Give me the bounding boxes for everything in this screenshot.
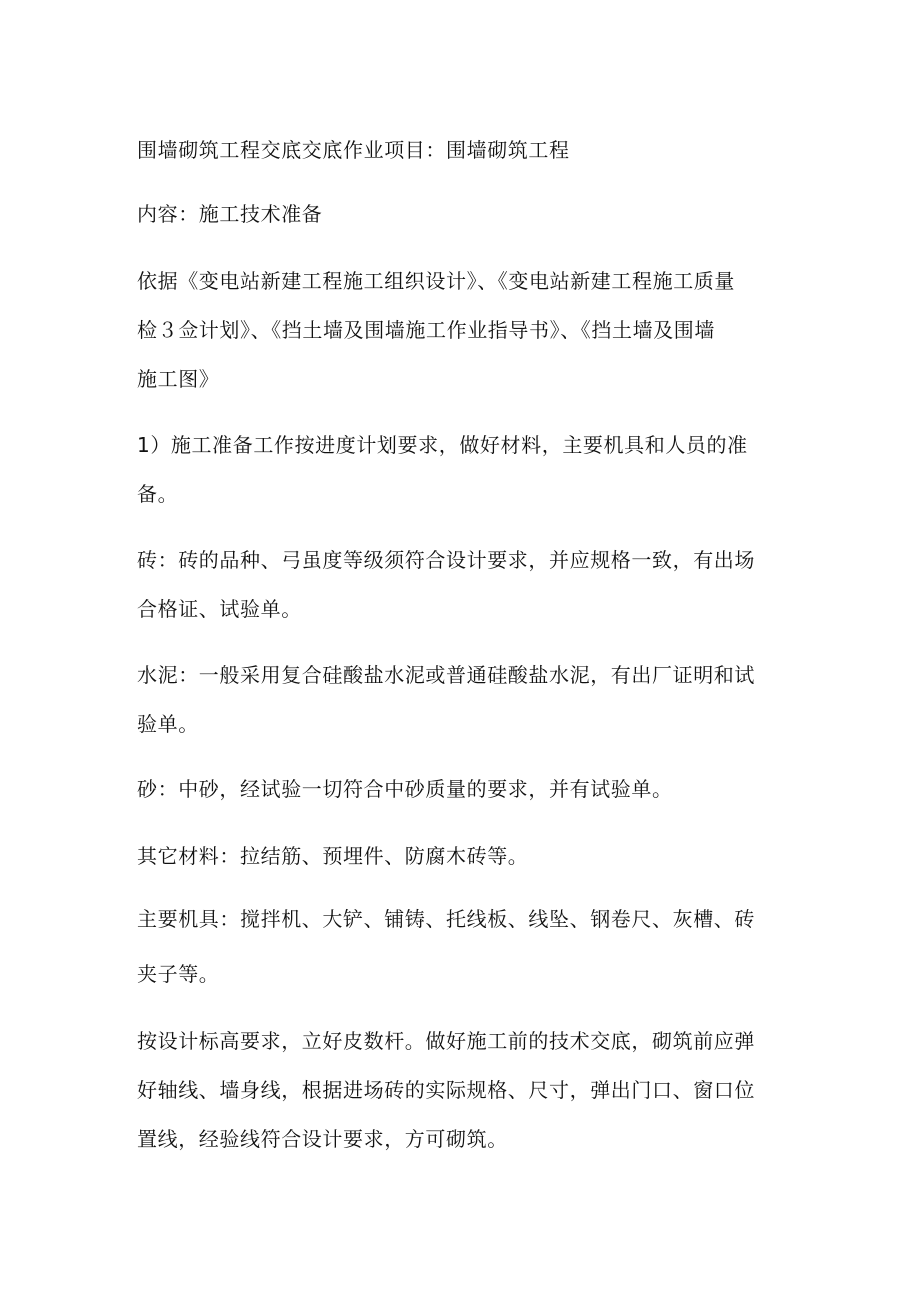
basis-line: 依据《变电站新建工程施工组织设计》、《变电站新建工程施工质量 xyxy=(137,269,735,293)
tools-line: 夹子等。 xyxy=(137,962,220,986)
other-materials-line: 其它材料：拉结筋、预埋件、防腐木砖等。 xyxy=(137,844,529,868)
cement-paragraph xyxy=(137,665,792,734)
sand-line: 砂：中砂，经试验一切符合中砂质量的要求，并有试验单。 xyxy=(137,777,673,801)
basis-line: 检３佥计划》、《挡土墙及围墙施工作业指导书》、《挡土墙及围墙 xyxy=(137,318,715,342)
item1-line: 1）施工准备工作按进度计划要求，做好材料，主要机具和人员的准 xyxy=(137,433,748,457)
item1-paragraph xyxy=(137,435,792,504)
brick-line: 砖：砖的品种、弓虽度等级须符合设计要求，并应规格一致，有出场 xyxy=(137,548,755,572)
basis-line: 施工图》 xyxy=(137,367,220,391)
sand-paragraph xyxy=(137,779,792,799)
cement-line: 水泥：一般采用复合硅酸盐水泥或普通硅酸盐水泥，有出厂证明和试 xyxy=(137,663,755,687)
brick-line: 合格证、试验单。 xyxy=(137,597,302,621)
setout-line: 按设计标高要求，立好皮数杆。做好施工前的技术交底，砌筑前应弹 xyxy=(137,1029,755,1053)
item1-line: 备。 xyxy=(137,482,179,506)
other-materials-paragraph xyxy=(137,846,792,866)
tools-paragraph xyxy=(137,909,792,984)
setout-line: 好轴线、墙身线，根据进场砖的实际规格、尺寸，弹出门口、窗口位 xyxy=(137,1078,755,1102)
tools-line: 主要机具：搅拌机、大铲、铺铸、托线板、线坠、钢卷尺、灰槽、砖 xyxy=(137,907,755,931)
document-title xyxy=(137,140,792,160)
setout-paragraph xyxy=(137,1031,792,1149)
basis-paragraph xyxy=(137,271,792,389)
setout-line: 置线，经验线符合设计要求，方可砌筑。 xyxy=(137,1127,508,1151)
content-paragraph xyxy=(137,204,792,224)
title-line: 围墙砌筑工程交底交底作业项目：围墙砌筑工程 xyxy=(137,138,570,162)
brick-paragraph xyxy=(137,550,792,619)
content-line: 内容：施工技术准备 xyxy=(137,202,323,226)
cement-line: 验单。 xyxy=(137,712,199,736)
